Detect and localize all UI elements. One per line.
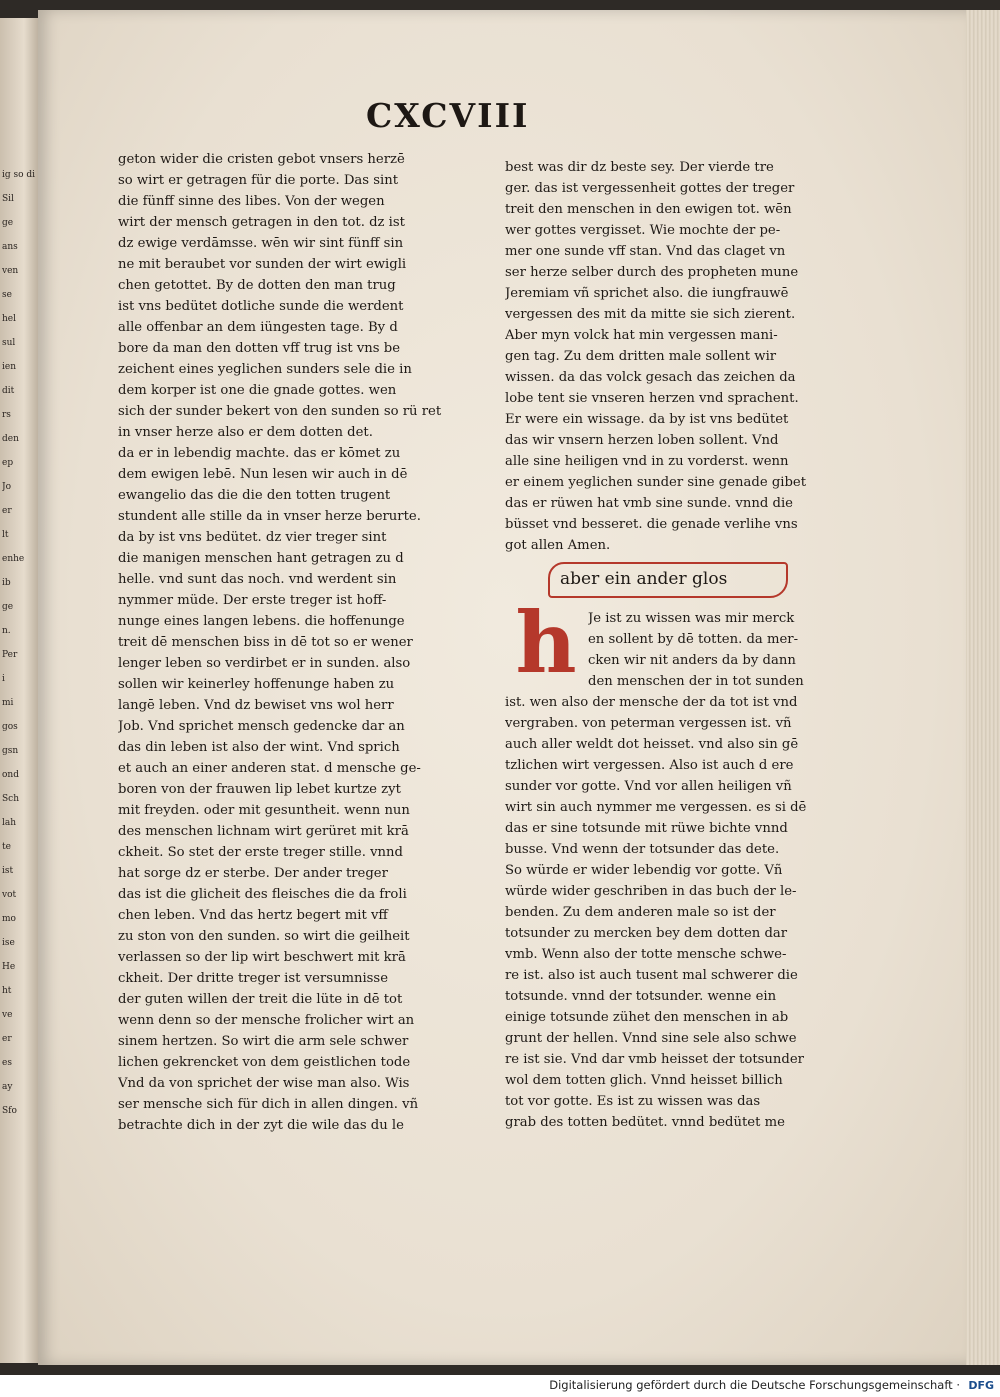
text-line: sunder vor gotte. Vnd vor allen heiligen vñ <box>505 779 792 794</box>
text-line: ist vns bedütet dotliche sunde die werdent <box>118 299 404 314</box>
right-text-column-top <box>505 157 845 556</box>
text-line: die manigen menschen hant getragen zu d <box>118 551 404 566</box>
margin-fragment: ig so di <box>2 170 36 180</box>
text-line: dem ewigen lebē. Nun lesen wir auch in dē <box>118 467 408 482</box>
text-line: mit freyden. oder mit gesuntheit. wenn nun <box>118 803 410 818</box>
left-text-column <box>118 149 458 1136</box>
text-line: auch aller weldt dot heisset. vnd also sin gē <box>505 737 799 752</box>
margin-fragment: enhe <box>2 554 25 564</box>
text-line: ewangelio das die die den totten trugent <box>118 488 391 503</box>
margin-fragment: Per <box>2 650 18 660</box>
text-line: würde wider geschriben in das buch der le- <box>505 884 797 899</box>
text-line: wenn denn so der mensche frolicher wirt an <box>118 1013 415 1028</box>
section-heading: aber ein ander glos <box>548 562 788 598</box>
margin-fragment: ib <box>2 578 11 588</box>
margin-fragment: ay <box>2 1082 13 1092</box>
text-line: der guten willen der treit die lüte in dē tot <box>118 992 403 1007</box>
facing-page-edge <box>0 18 40 1363</box>
margin-fragment: ond <box>2 770 19 780</box>
right-text-column-bottom <box>505 692 845 1133</box>
margin-fragment: er <box>2 1034 12 1044</box>
funding-credit: Digitalisierung gefördert durch die Deutsche Forschungsgemeinschaft · <box>549 1378 960 1392</box>
text-line: das er rüwen hat vmb sine sunde. vnnd die <box>505 496 793 511</box>
margin-fragment: ans <box>2 242 18 252</box>
margin-fragment: ep <box>2 458 14 468</box>
text-line: en sollent by dē totten. da mer- <box>588 632 799 647</box>
text-line: das ist die glicheit des fleisches die da froli <box>118 887 407 902</box>
text-line: betrachte dich in der zyt die wile das du le <box>118 1118 404 1133</box>
text-line: re ist sie. Vnd dar vmb heisset der totsunder <box>505 1052 804 1067</box>
margin-fragment: gos <box>2 722 18 732</box>
text-line: die fünff sinne des libes. Von der wegen <box>118 194 385 209</box>
text-line: chen getottet. By de dotten den man trug <box>118 278 396 293</box>
margin-fragment: i <box>2 674 5 684</box>
margin-fragment: ge <box>2 602 14 612</box>
margin-fragment: mo <box>2 914 16 924</box>
margin-fragment: ge <box>2 218 14 228</box>
text-line: zu ston von den sunden. so wirt die geilheit <box>118 929 410 944</box>
text-line: nunge eines langen lebens. die hoffenunge <box>118 614 405 629</box>
text-line: nymmer müde. Der erste treger ist hoff- <box>118 593 387 608</box>
text-line: treit den menschen in den ewigen tot. wēn <box>505 202 792 217</box>
decorated-initial: h <box>515 593 577 692</box>
text-line: wol dem totten glich. Vnnd heisset billich <box>505 1073 783 1088</box>
text-line: treit dē menschen biss in dē tot so er wener <box>118 635 413 650</box>
text-line: Aber myn volck hat min vergessen mani- <box>505 328 778 343</box>
text-line: busse. Vnd wenn der totsunder das dete. <box>505 842 780 857</box>
text-line: vergraben. von peterman vergessen ist. vñ <box>505 716 792 731</box>
margin-fragment: Sil <box>2 194 14 204</box>
text-line: totsunder zu mercken bey dem dotten dar <box>505 926 788 941</box>
text-line: mer one sunde vff stan. Vnd das claget vn <box>505 244 786 259</box>
text-line: got allen Amen. <box>505 538 611 553</box>
margin-fragment: dit <box>2 386 15 396</box>
text-line: lenger leben so verdirbet er in sunden. also <box>118 656 411 671</box>
text-line: den menschen der in tot sunden <box>588 674 804 689</box>
margin-fragment: se <box>2 290 12 300</box>
text-line: ist. wen also der mensche der da tot ist vnd <box>505 695 798 710</box>
folio-number: CXCVIII <box>366 96 530 135</box>
margin-fragment: hel <box>2 314 17 324</box>
text-line: ckheit. So stet der erste treger stille. vnnd <box>118 845 403 860</box>
margin-fragment: ve <box>2 1010 13 1020</box>
text-line: das er sine totsunde mit rüwe bichte vnnd <box>505 821 788 836</box>
text-line: in vnser herze also er dem dotten det. <box>118 425 373 440</box>
text-line: langē leben. Vnd dz bewiset vns wol herr <box>118 698 394 713</box>
text-line: ger. das ist vergessenheit gottes der treger <box>505 181 795 196</box>
text-line: grab des totten bedütet. vnnd bedütet me <box>505 1115 785 1130</box>
right-text-beside-initial <box>588 608 838 692</box>
text-line: cken wir nit anders da by dann <box>588 653 796 668</box>
text-line: Jeremiam vñ sprichet also. die iungfrauwē <box>505 286 789 301</box>
text-line: hat sorge dz er sterbe. Der ander treger <box>118 866 388 881</box>
margin-fragment: ise <box>2 938 15 948</box>
text-line: sollen wir keinerley hoffenunge haben zu <box>118 677 395 692</box>
text-line: wer gottes vergisset. Wie mochte der pe- <box>505 223 781 238</box>
text-line: da er in lebendig machte. das er kōmet zu <box>118 446 401 461</box>
text-line: Vnd da von sprichet der wise man also. Wis <box>118 1076 410 1091</box>
margin-fragment: mi <box>2 698 14 708</box>
margin-fragment: es <box>2 1058 12 1068</box>
text-line: sinem hertzen. So wirt die arm sele schwer <box>118 1034 409 1049</box>
text-line: vergessen des mit da mitte sie sich zierent. <box>505 307 796 322</box>
margin-fragment: vot <box>2 890 17 900</box>
text-line: er einem yeglichen sunder sine genade gibet <box>505 475 807 490</box>
text-line: bore da man den dotten vff trug ist vns be <box>118 341 400 356</box>
text-line: vmb. Wenn also der totte mensche schwe- <box>505 947 787 962</box>
text-line: verlassen so der lip wirt beschwert mit krā <box>118 950 406 965</box>
margin-fragment: ven <box>2 266 19 276</box>
text-line: gen tag. Zu dem dritten male sollent wir <box>505 349 777 364</box>
margin-fragment: He <box>2 962 16 972</box>
text-line: alle sine heiligen vnd in zu vorderst. wenn <box>505 454 789 469</box>
text-line: büsset vnd besseret. die genade verlihe vns <box>505 517 798 532</box>
margin-fragment: er <box>2 506 12 516</box>
text-line: wirt sin auch nymmer me vergessen. es si dē <box>505 800 807 815</box>
text-line: alle offenbar an dem iüngesten tage. By d <box>118 320 398 335</box>
text-line: wirt der mensch getragen in den tot. dz ist <box>118 215 405 230</box>
margin-fragment: sul <box>2 338 16 348</box>
margin-fragment: lt <box>2 530 9 540</box>
text-line: So würde er wider lebendig vor gotte. Vñ <box>505 863 783 878</box>
margin-fragment: rs <box>2 410 11 420</box>
margin-fragment: gsn <box>2 746 19 756</box>
text-line: lichen gekrencket von dem geistlichen tode <box>118 1055 411 1070</box>
margin-fragment: ht <box>2 986 12 996</box>
text-line: das wir vnsern herzen loben sollent. Vnd <box>505 433 779 448</box>
text-line: sich der sunder bekert von den sunden so rü ret <box>118 404 442 419</box>
text-line: ne mit beraubet vor sunden der wirt ewigli <box>118 257 407 272</box>
margin-fragment: ien <box>2 362 17 372</box>
text-line: das din leben ist also der wint. Vnd sprich <box>118 740 400 755</box>
text-line: boren von der frauwen lip lebet kurtze zyt <box>118 782 401 797</box>
text-line: totsunde. vnnd der totsunder. wenne ein <box>505 989 777 1004</box>
text-line: des menschen lichnam wirt gerüret mit krā <box>118 824 409 839</box>
text-line: da by ist vns bedütet. dz vier treger sint <box>118 530 387 545</box>
text-line: Job. Vnd sprichet mensch gedencke dar an <box>118 719 405 734</box>
text-line: dem korper ist one die gnade gottes. wen <box>118 383 397 398</box>
text-line: et auch an einer anderen stat. d mensche ge- <box>118 761 421 776</box>
page-stack-edge <box>966 10 1000 1365</box>
text-line: helle. vnd sunt das noch. vnd werdent sin <box>118 572 397 587</box>
text-line: lobe tent sie vnseren herzen vnd sprachent. <box>505 391 799 406</box>
text-line: so wirt er getragen für die porte. Das sint <box>118 173 399 188</box>
margin-fragment: Sch <box>2 794 20 804</box>
margin-fragment: ist <box>2 866 14 876</box>
dfg-logo: DFG <box>968 1379 994 1392</box>
text-line: ckheit. Der dritte treger ist versumnisse <box>118 971 389 986</box>
text-line: tot vor gotte. Es ist zu wissen was das <box>505 1094 761 1109</box>
text-line: grunt der hellen. Vnnd sine sele also schwe <box>505 1031 797 1046</box>
text-line: Er were ein wissage. da by ist vns bedütet <box>505 412 789 427</box>
text-line: chen leben. Vnd das hertz begert mit vff <box>118 908 388 923</box>
footer-bar <box>0 1375 1000 1397</box>
text-line: re ist. also ist auch tusent mal schwerer die <box>505 968 798 983</box>
margin-fragment: n. <box>2 626 11 636</box>
text-line: Je ist zu wissen was mir merck <box>588 611 795 626</box>
text-line: ser mensche sich für dich in allen dingen. vñ <box>118 1097 419 1112</box>
text-line: wissen. da das volck gesach das zeichen da <box>505 370 796 385</box>
margin-fragment: Jo <box>2 482 12 492</box>
text-line: geton wider die cristen gebot vnsers herzē <box>118 152 405 167</box>
text-line: best was dir dz beste sey. Der vierde tre <box>505 160 774 175</box>
text-line: dz ewige verdāmsse. wēn wir sint fünff sin <box>118 236 404 251</box>
text-line: einige totsunde zühet den menschen in ab <box>505 1010 789 1025</box>
text-line: zeichent eines yeglichen sunders sele die in <box>118 362 412 377</box>
text-line: benden. Zu dem anderen male so ist der <box>505 905 776 920</box>
margin-fragment: lah <box>2 818 17 828</box>
margin-fragment: te <box>2 842 11 852</box>
margin-fragment: Sfo <box>2 1106 17 1116</box>
text-line: tzlichen wirt vergessen. Also ist auch d ere <box>505 758 794 773</box>
margin-fragment: den <box>2 434 19 444</box>
text-line: ser herze selber durch des propheten mune <box>505 265 799 280</box>
text-line: stundent alle stille da in vnser herze berurte. <box>118 509 421 524</box>
